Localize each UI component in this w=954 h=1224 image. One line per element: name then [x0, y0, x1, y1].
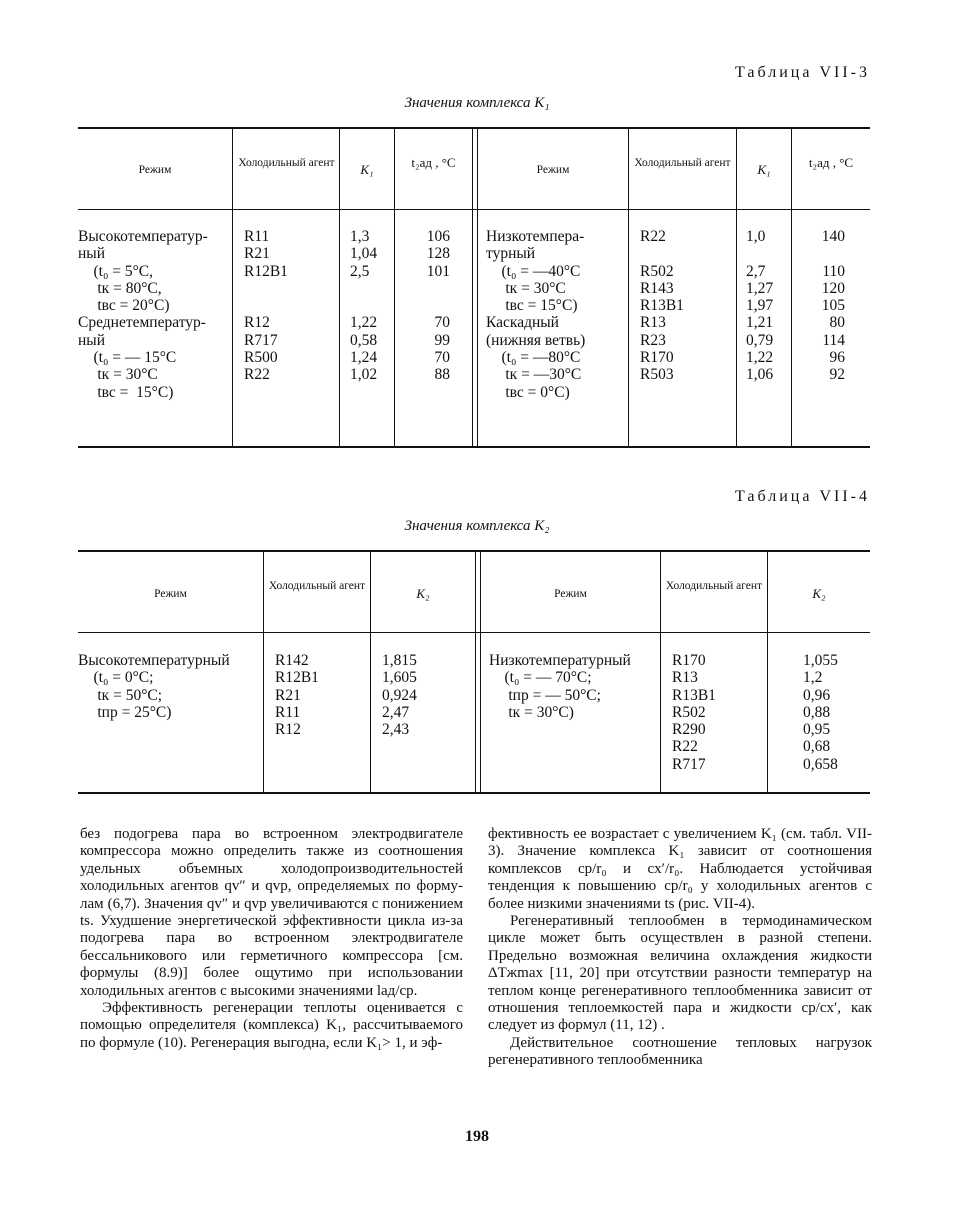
table1-divider [339, 129, 340, 446]
table2-top-rule [78, 550, 870, 552]
page-number: 198 [465, 1128, 489, 1145]
table2-header-agent: Холодильный агент [665, 580, 763, 592]
table1-right-mode: Низкотемпера- турный (t₀ = —40°C tк = 30°C tвс = 15°C) Каскадный (нижняя ветвь) (t₀ = —80°C tк = —30°C tвс = 0°C) [486, 228, 586, 401]
table1-header-k: K₁ [757, 162, 771, 177]
table2-right-agents: R170 R13 R13B1 R502 R290 R22 R717 [672, 652, 716, 773]
table2-left-mode: Высокотемпературный (t₀ = 0°C; tк = 50°C; tпр = 25°C) [78, 652, 230, 721]
table1-divider [736, 129, 737, 446]
text-column-left [80, 826, 463, 1052]
table1-header-agent: Холодильный агент [238, 157, 335, 169]
table2-header-k: K₂ [416, 586, 430, 601]
table1-double-divider [472, 129, 478, 446]
table1-right-agents: R22 R502 R143 R13B1 R13 R23 R170 R503 [640, 228, 684, 384]
body-paragraph: Регенеративный теплообмен в термодинамическом цикле может быть осуществлен в разной степени. Предельно возможная величина охлаждения жидкости ΔTжmax [11, 20] при отсутствии разности температур на теплом конце регенеративного теплообменника зависит от отношения теплоемкостей пара и жидкости cp/cx′, как следует из формул (11, 12) . [488, 913, 872, 1034]
table1-left-mode: Высокотемператур- ный (t₀ = 5°C, tк = 80°C, tвс = 20°C) Среднетемператур- ный (t₀ = — 15°C tк = 30°C tвс = 15°C) [78, 228, 208, 401]
table2-caption: Значения комплекса K₂ [404, 518, 550, 534]
table1-header-t: t₂ад , °C [411, 155, 456, 170]
table2-header-mode: Режим [554, 588, 587, 600]
body-paragraph: Действительное соотношение тепловых нагрузок регенеративного теплообменника [488, 1034, 872, 1069]
table2-header-rule [78, 632, 870, 633]
table2-header-k: K₂ [812, 586, 826, 601]
body-paragraph: без подогрева пара во встроенном электродвигателе компрессора можно определить также из соотношения удельных объемных холодопроизводительностей холодильных агентов qv″ и qvp, определяемых по формулам (6,7). Значения qv″ и qvp увеличиваются с понижением ts. Ухудшение энергетической эффективности цикла из-за подогрева пара во встроенном электродвигателе бессальникового или герметичного компрессора [см. формулы (8.9)] более ощутимо при использовании холодильных агентов с высокими значениями lад/cp. [80, 826, 463, 999]
table1-header-k: K₁ [360, 162, 374, 177]
table1-header-t: t₂ад , °C [808, 155, 854, 170]
table2-header-agent: Холодильный агент [268, 580, 366, 592]
table2-number: Таблица VII-4 [735, 488, 870, 505]
table2-left-agents: R142 R12B1 R21 R11 R12 [275, 652, 319, 739]
table1-left-t: 106 128 101 70 99 70 88 [426, 228, 450, 384]
table2-header-mode: Режим [154, 588, 187, 600]
body-paragraph: фективность ее возрастает с увеличением K₁ (см. табл. VII-3). Значение комплекса K₁ зависит от соотношения комплексов cp/r₀ и cx′/r₀. Наблюдается устойчивая тенденция к повышению cp/r₀ у холодильных агентов с более низкими значениями ts (рис. VII-4). [488, 826, 872, 912]
table2-right-mode: Низкотемпературный (t₀ = — 70°C; tпр = — 50°C; tк = 30°C) [489, 652, 631, 721]
table1-caption: Значения комплекса K₁ [404, 95, 550, 111]
table1-left-agents: R11 R21 R12B1 R12 R717 R500 R22 [244, 228, 288, 384]
table2-bottom-rule [78, 792, 870, 794]
table1-left-k: 1,3 1,04 2,5 1,22 0,58 1,24 1,02 [350, 228, 378, 384]
table1-number: Таблица VII-3 [735, 64, 870, 81]
table1-header-mode: Режим [138, 164, 172, 176]
table1-bottom-rule [78, 446, 870, 448]
body-paragraph: Эффективность регенерации теплоты оценивается с помощью определителя (комплекса) K₁, рассчитываемого по формуле (10). Регенерация выгодна, если K₁> 1, и эф- [80, 1000, 463, 1051]
table1-header-mode: Режим [536, 164, 570, 176]
table1-divider [232, 129, 233, 446]
table1-right-t: 140 110 120 105 80 114 96 92 [821, 228, 845, 384]
table2-right-k: 1,055 1,2 0,96 0,88 0,95 0,68 0,658 [803, 652, 838, 773]
table1-divider [628, 129, 629, 446]
table2-left-k: 1,815 1,605 0,924 2,47 2,43 [382, 652, 417, 739]
table1-right-k: 1,0 2,7 1,27 1,97 1,21 0,79 1,22 1,06 [746, 228, 774, 384]
table1-header-agent: Холодильный агент [634, 157, 731, 169]
text-column-right [488, 826, 872, 1070]
